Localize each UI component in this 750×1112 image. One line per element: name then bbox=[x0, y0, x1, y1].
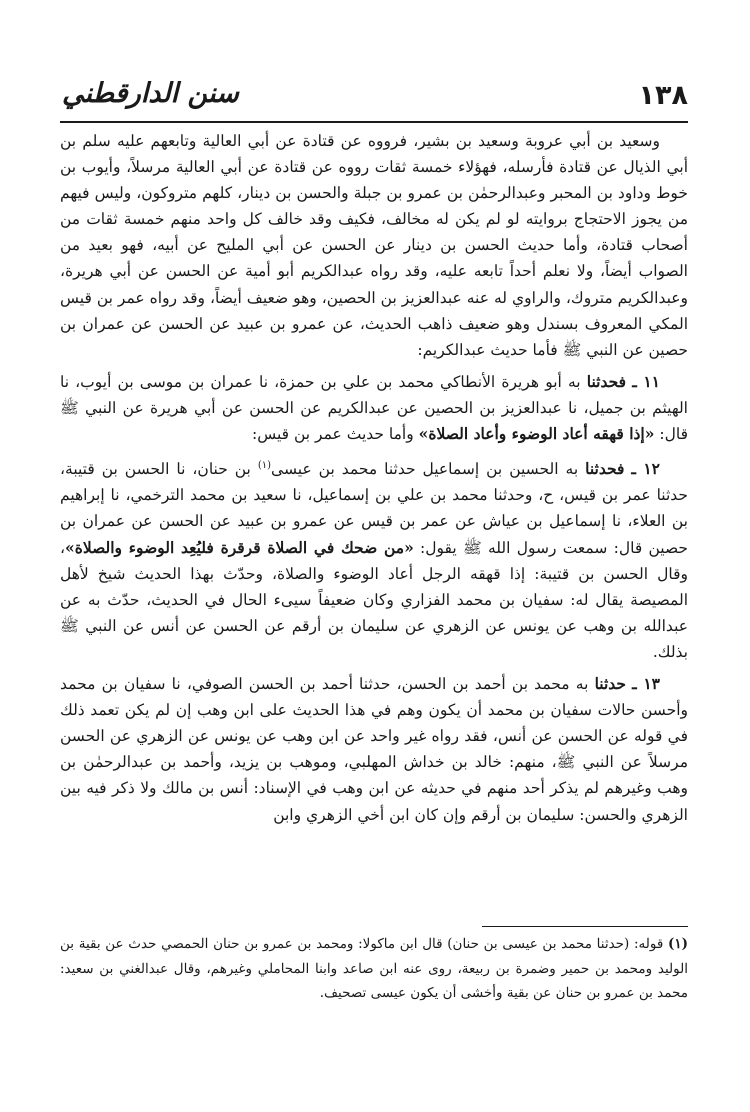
hadith-text: به محمد بن أحمد بن الحسن، حدثنا أحمد بن الحسن الصوفي، نا سفيان بن محمد وأحسن حالات سفيان بن محمد أن يكون وهم في هذا الحديث على ابن وهب إن لم يكن تعمد ذلك في قوله عن الحسن عن أنس، فقد رواه غير واحد عن ابن وهب عن يونس عن الزهري عن الحسن مرسلاً عن النبي ﷺ، منهم: خالد بن خداش المهلبي، وموهب بن يزيد، وأحمد بن عبدالرحمٰن بن وهب وغيرهم لم يذكر أحد منهم في حديثه عن ابن وهب في الإسناد: أنس بن مالك ولا ذكر فيه بين الزهري والحسن: سليمان بن أرقم وإن كان ابن أخي الزهري وابن bbox=[60, 675, 688, 824]
footnote-label: قوله: bbox=[633, 936, 664, 952]
hadith-text: بن حنان، نا الحسن بن قتيبة، حدثنا عمر بن قيس، ح، وحدثنا محمد بن علي بن إسماعيل، نا سعيد بن محمد الترخمي، نا إبراهيم بن العلاء، نا إسماعيل بن عياش عن عمر بن قيس عن عمرو بن عبيد عن الحسن عن عمران بن حصين قال: سمعت رسول الله ﷺ يقول: bbox=[60, 460, 689, 557]
header-rule bbox=[60, 121, 688, 123]
hadith-13 bbox=[60, 671, 688, 828]
hadith-text: به الحسين بن إسماعيل حدثنا محمد بن عيسى bbox=[271, 460, 579, 479]
hadith-quote: «من ضحك في الصلاة قرقرة فليُعِد الوضوء والصلاة» bbox=[65, 537, 414, 557]
hadith-lead: فحدثنا bbox=[585, 459, 625, 479]
footnote bbox=[60, 932, 688, 1006]
main-text bbox=[60, 128, 688, 828]
footnote-text: قال ابن ماكولا: ومحمد بن عمرو بن حنان الحمصي حدث عن بقية بن الوليد ومحمد بن حمير وضمرة بن ربيعة، روى عنه ابن صاعد وابنا المحاملي وغيرهم، وقال عبدالغني بن سعيد: محمد بن عمرو بن حنان عن بقية وأخشى أن يكون عيسى تصحيف. bbox=[60, 936, 688, 1001]
paragraph-intro: وسعيد بن أبي عروبة وسعيد بن بشير، فرووه عن قتادة عن أبي العالية وتابعهم عليه سلم بن أبي الذيال عن قتادة فأرسله، فهؤلاء خمسة ثقات رووه عن قتادة عن أبي العالية مرسلاً، وأيوب بن خوط وداود بن المحبر وعبدالرحمٰن بن عمرو بن جبلة والحسن بن دينار، كلهم متروكون، وليس فيهم من يجوز الاحتجاج بروايته لو لم يكن له مخالف، فكيف وقد خالف كل واحد منهم خمسة ثقات من أصحاب قتادة، وأما حديث الحسن بن دينار عن الحسن عن أبي المليح عن أبيه، فهو بعيد من الصواب أيضاً، ولا نعلم أحداً تابعه عليه، وقد رواه عبدالكريم أبو أمية عن الحسن عن أبي هريرة، وعبدالكريم متروك، والراوي له عنه عبدالعزيز بن الحصين، وهو ضعيف أيضاً، وقد رواه عمر بن قيس المكي المعروف بسندل وهو ضعيف ذاهب الحديث، عن عمرو بن عبيد عن الحسن عن عمران بن حصين عن النبي ﷺ فأما حديث عبدالكريم: bbox=[60, 132, 688, 359]
footnote-reference[interactable]: (١) bbox=[257, 460, 272, 472]
hadith-text: ، وقال الحسن بن قتيبة: إذا قهقه الرجل أعاد الوضوء والصلاة، وحدّث بهذا الحديث شيخ لأهل المصيصة يقال له: سفيان بن محمد الفزاري وكان ضعيفاً سيىء الحال في الحديث، حدّث به عن عبدالله بن وهب عن يونس عن الزهري عن سليمان بن أرقم عن الحسن عن أنس عن النبي ﷺ بذلك. bbox=[60, 538, 688, 661]
hadith-12 bbox=[60, 453, 688, 665]
footnote-number: (١) bbox=[667, 936, 688, 952]
hadith-lead: حدثنا bbox=[594, 674, 626, 694]
hadith-number: ١٢ ـ bbox=[631, 459, 660, 479]
hadith-number: ١١ ـ bbox=[632, 371, 661, 391]
hadith-number: ١٣ ـ bbox=[632, 674, 661, 694]
hadith-11 bbox=[60, 369, 688, 447]
footnote-1 bbox=[60, 932, 688, 1006]
footnote-rule bbox=[482, 926, 688, 927]
page-header bbox=[60, 78, 688, 122]
hadith-quote: «إذا قهقه أعاد الوضوء وأعاد الصلاة» bbox=[418, 424, 655, 444]
footnote-quote: (حدثنا محمد بن عيسى بن حنان) bbox=[447, 936, 630, 952]
hadith-lead: فحدثنا bbox=[586, 371, 627, 391]
running-title: سنن الدارقطني bbox=[62, 78, 239, 109]
page-number: ١٣٨ bbox=[638, 80, 688, 111]
hadith-text: وأما حديث عمر بن قيس: bbox=[252, 425, 414, 444]
hadith-text: به أبو هريرة الأنطاكي محمد بن علي بن حمزة، نا عمران بن موسى بن أيوب، نا الهيثم بن جميل، نا عبدالعزيز بن الحصين عن عبدالكريم عن الحسن عن أبي هريرة عن النبي ﷺ قال: bbox=[60, 372, 688, 444]
